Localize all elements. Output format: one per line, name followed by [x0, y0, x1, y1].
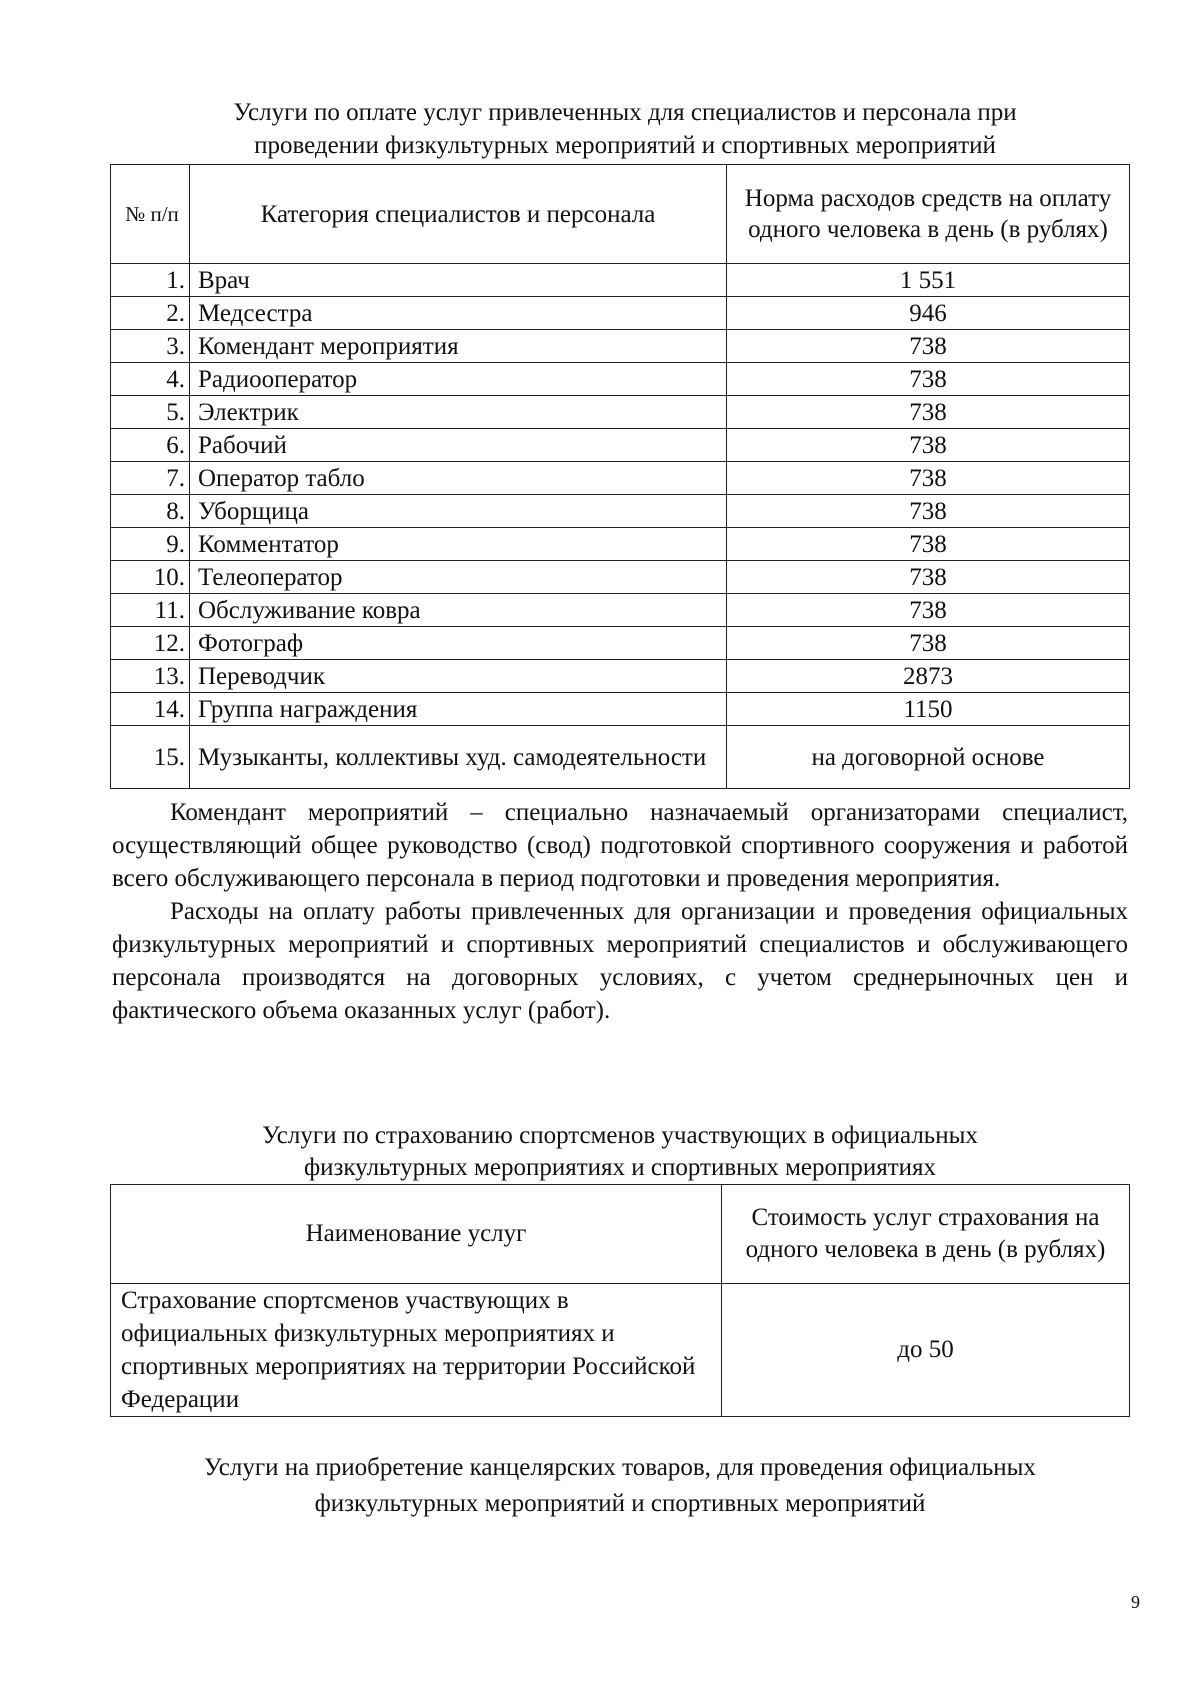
staff-rates-body: [111, 264, 1130, 789]
insurance-table: [110, 1184, 1130, 1417]
table-row: [111, 594, 1130, 627]
row-category: Комментатор: [190, 528, 727, 561]
row-rate: 738: [727, 495, 1130, 528]
table-row: [111, 726, 1130, 789]
row-rate: 1 551: [727, 264, 1130, 297]
row-category: Медсестра: [190, 297, 727, 330]
row-rate: 1150: [727, 693, 1130, 726]
table-row: [111, 264, 1130, 297]
row-category: Врач: [190, 264, 727, 297]
table-row: [111, 396, 1130, 429]
row-category: Обслуживание ковра: [190, 594, 727, 627]
table-row: [111, 1284, 1130, 1417]
row-category: Телеоператор: [190, 561, 727, 594]
notes: [112, 796, 1128, 1027]
insurance-service-name: Страхование спортсменов участвующих в официальных физкультурных мероприятиях и спортивных мероприятиях на территории Российской Федерации: [111, 1284, 722, 1417]
table-row: [111, 297, 1130, 330]
header-service-name: Наименование услуг: [111, 1185, 722, 1284]
row-rate: на договорной основе: [727, 726, 1130, 789]
row-rate: 738: [727, 330, 1130, 363]
section3-title-line2: физкультурных мероприятий и спортивных мероприятий: [314, 1490, 926, 1517]
table-row: [111, 693, 1130, 726]
row-category: Радиооператор: [190, 363, 727, 396]
row-number: 2.: [111, 297, 190, 330]
row-number: 7.: [111, 462, 190, 495]
row-number: 15.: [111, 726, 190, 789]
table-row: [111, 561, 1130, 594]
table-header-row: [111, 1185, 1130, 1284]
row-number: 10.: [111, 561, 190, 594]
row-rate: 738: [727, 396, 1130, 429]
row-number: 6.: [111, 429, 190, 462]
row-category: Комендант мероприятия: [190, 330, 727, 363]
row-rate: 946: [727, 297, 1130, 330]
row-rate: 738: [727, 462, 1130, 495]
staff-rates-table: [110, 164, 1130, 789]
note-paragraph-1: Комендант мероприятий – специально назначаемый организаторами специалист, осуществляющий общее руководство (свод) подготовкой спортивного сооружения и работой всего обслуживающего персонала в период подготовки и проведения мероприятия.: [112, 799, 1128, 892]
section1-title: [110, 96, 1140, 162]
row-rate: 738: [727, 528, 1130, 561]
table-row: [111, 363, 1130, 396]
row-rate: 738: [727, 627, 1130, 660]
table-header-row: [111, 165, 1130, 264]
table-row: [111, 429, 1130, 462]
header-rate: Норма расходов средств на оплату одного человека в день (в рублях): [727, 165, 1130, 264]
page-number: 9: [1131, 1592, 1140, 1612]
table-row: [111, 330, 1130, 363]
row-number: 3.: [111, 330, 190, 363]
row-category: Оператор табло: [190, 462, 727, 495]
row-number: 11.: [111, 594, 190, 627]
section2-title-line2: физкультурных мероприятиях и спортивных мероприятиях: [303, 1154, 937, 1181]
row-category: Музыканты, коллективы худ. самодеятельности: [190, 726, 727, 789]
section3-title: [110, 1450, 1130, 1522]
row-number: 1.: [111, 264, 190, 297]
row-number: 12.: [111, 627, 190, 660]
section1-title-line2: проведении физкультурных мероприятий и спортивных мероприятий: [254, 132, 996, 159]
header-category: Категория специалистов и персонала: [190, 165, 727, 264]
row-number: 14.: [111, 693, 190, 726]
header-insurance-cost: Стоимость услуг страхования на одного человека в день (в рублях): [722, 1185, 1130, 1284]
row-rate: 738: [727, 363, 1130, 396]
row-rate: 738: [727, 594, 1130, 627]
row-category: Электрик: [190, 396, 727, 429]
row-rate: 738: [727, 429, 1130, 462]
row-rate: 738: [727, 561, 1130, 594]
table-row: [111, 660, 1130, 693]
note-paragraph-2: Расходы на оплату работы привлеченных для организации и проведения официальных физкультурных мероприятий и спортивных мероприятий специалистов и обслуживающего персонала производятся на договорных условиях, с учетом среднерыночных цен и фактического объема оказанных услуг (работ).: [112, 898, 1128, 1024]
table-row: [111, 528, 1130, 561]
section3-title-line1: Услуги на приобретение канцелярских товаров, для проведения официальных: [204, 1454, 1036, 1481]
header-num: № п/п: [111, 165, 190, 264]
table-row: [111, 495, 1130, 528]
row-rate: 2873: [727, 660, 1130, 693]
row-number: 8.: [111, 495, 190, 528]
row-category: Рабочий: [190, 429, 727, 462]
row-number: 5.: [111, 396, 190, 429]
row-number: 9.: [111, 528, 190, 561]
row-number: 4.: [111, 363, 190, 396]
row-category: Переводчик: [190, 660, 727, 693]
row-category: Фотограф: [190, 627, 727, 660]
section2-title-line1: Услуги по страхованию спортсменов участвующих в официальных: [262, 1122, 978, 1149]
row-number: 13.: [111, 660, 190, 693]
table-row: [111, 627, 1130, 660]
section2-title: [110, 1120, 1130, 1184]
table-row: [111, 462, 1130, 495]
insurance-cost: до 50: [722, 1284, 1130, 1417]
section1-title-line1: Услуги по оплате услуг привлеченных для специалистов и персонала при: [233, 99, 1017, 126]
row-category: Уборщица: [190, 495, 727, 528]
row-category: Группа награждения: [190, 693, 727, 726]
